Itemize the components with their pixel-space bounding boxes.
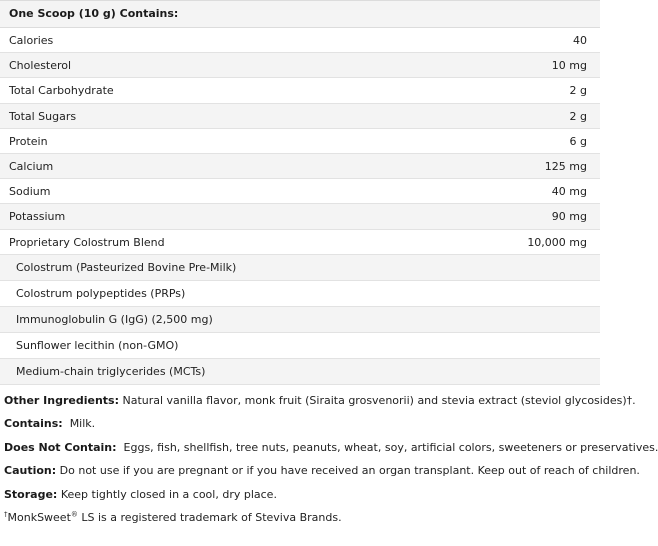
nutrient-name: Proprietary Colostrum Blend bbox=[9, 235, 165, 249]
nutrient-amount: 125 mg bbox=[544, 159, 587, 173]
storage-statement bbox=[4, 483, 596, 507]
blend-ingredient-row bbox=[0, 333, 600, 359]
nutrient-row bbox=[0, 179, 600, 204]
nutrient-row bbox=[0, 204, 600, 229]
does-not-contain-label: Does Not Contain: bbox=[4, 440, 117, 454]
nutrient-amount: 10,000 mg bbox=[527, 235, 587, 249]
nutrient-name: Potassium bbox=[9, 210, 66, 224]
nutrient-amount: 6 g bbox=[569, 134, 587, 148]
blend-ingredient-name: Colostrum (Pasteurized Bovine Pre-Milk) bbox=[16, 260, 237, 274]
nutrient-amount: 10 mg bbox=[551, 59, 587, 73]
trademark-name: MonkSweet bbox=[7, 511, 71, 525]
blend-ingredient-row bbox=[0, 307, 600, 333]
blend-ingredient-name: Sunflower lecithin (non-GMO) bbox=[16, 338, 179, 352]
dagger-mark: † bbox=[4, 510, 8, 519]
blend-table bbox=[0, 255, 600, 385]
caution-statement bbox=[4, 459, 640, 483]
trademark-text: LS is a registered trademark of Steviva Brands. bbox=[77, 511, 342, 525]
does-not-contain-statement bbox=[4, 436, 658, 460]
other-ingredients-label: Other Ingredients: bbox=[4, 393, 119, 407]
nutrient-table bbox=[0, 28, 600, 255]
nutrient-row bbox=[0, 53, 600, 78]
registered-mark: ® bbox=[70, 510, 78, 519]
contains-label: Contains: bbox=[4, 417, 63, 431]
storage-text: Keep tightly closed in a cool, dry place. bbox=[57, 487, 277, 501]
nutrient-name: Total Sugars bbox=[9, 109, 77, 123]
blend-ingredient-row bbox=[0, 359, 600, 385]
nutrient-name: Calcium bbox=[9, 159, 54, 173]
nutrient-row bbox=[0, 154, 600, 179]
notes-section bbox=[0, 385, 658, 530]
blend-ingredient-row bbox=[0, 255, 600, 281]
nutrient-amount: 90 mg bbox=[551, 210, 587, 224]
does-not-contain-text: Eggs, fish, shellfish, tree nuts, peanuts, wheat, soy, artificial colors, sweeteners or preservatives. bbox=[116, 440, 658, 454]
nutrient-name: Total Carbohydrate bbox=[9, 84, 114, 98]
nutrient-name: Calories bbox=[9, 34, 54, 47]
blend-ingredient-name: Immunoglobulin G (IgG) (2,500 mg) bbox=[16, 312, 213, 326]
nutrient-row bbox=[0, 28, 600, 53]
nutrient-name: Cholesterol bbox=[9, 59, 72, 73]
nutrient-row bbox=[0, 78, 600, 103]
other-ingredients bbox=[4, 389, 636, 413]
trademark-statement bbox=[4, 506, 596, 530]
nutrient-amount: 2 g bbox=[569, 109, 587, 123]
nutrient-amount: 2 g bbox=[569, 84, 587, 98]
nutrient-amount: 40 bbox=[573, 34, 587, 47]
nutrient-row bbox=[0, 104, 600, 129]
blend-ingredient-name: Medium-chain triglycerides (MCTs) bbox=[16, 364, 206, 378]
storage-label: Storage: bbox=[4, 487, 58, 501]
blend-ingredient-row bbox=[0, 281, 600, 307]
contains-statement bbox=[4, 412, 596, 436]
serving-header: One Scoop (10 g) Contains: bbox=[0, 0, 600, 28]
nutrient-amount: 40 mg bbox=[551, 185, 587, 199]
nutrient-row bbox=[0, 129, 600, 154]
nutrient-row bbox=[0, 230, 600, 255]
blend-ingredient-name: Colostrum polypeptides (PRPs) bbox=[16, 286, 186, 300]
caution-text: Do not use if you are pregnant or if you have received an organ transplant. Keep out of reach of children. bbox=[56, 464, 640, 478]
caution-label: Caution: bbox=[4, 464, 57, 478]
nutrient-name: Sodium bbox=[9, 185, 51, 199]
other-ingredients-text: Natural vanilla flavor, monk fruit (Siraita grosvenorii) and stevia extract (steviol glycosides)†. bbox=[118, 393, 636, 407]
contains-text: Milk. bbox=[62, 417, 96, 431]
nutrient-name: Protein bbox=[9, 134, 48, 148]
